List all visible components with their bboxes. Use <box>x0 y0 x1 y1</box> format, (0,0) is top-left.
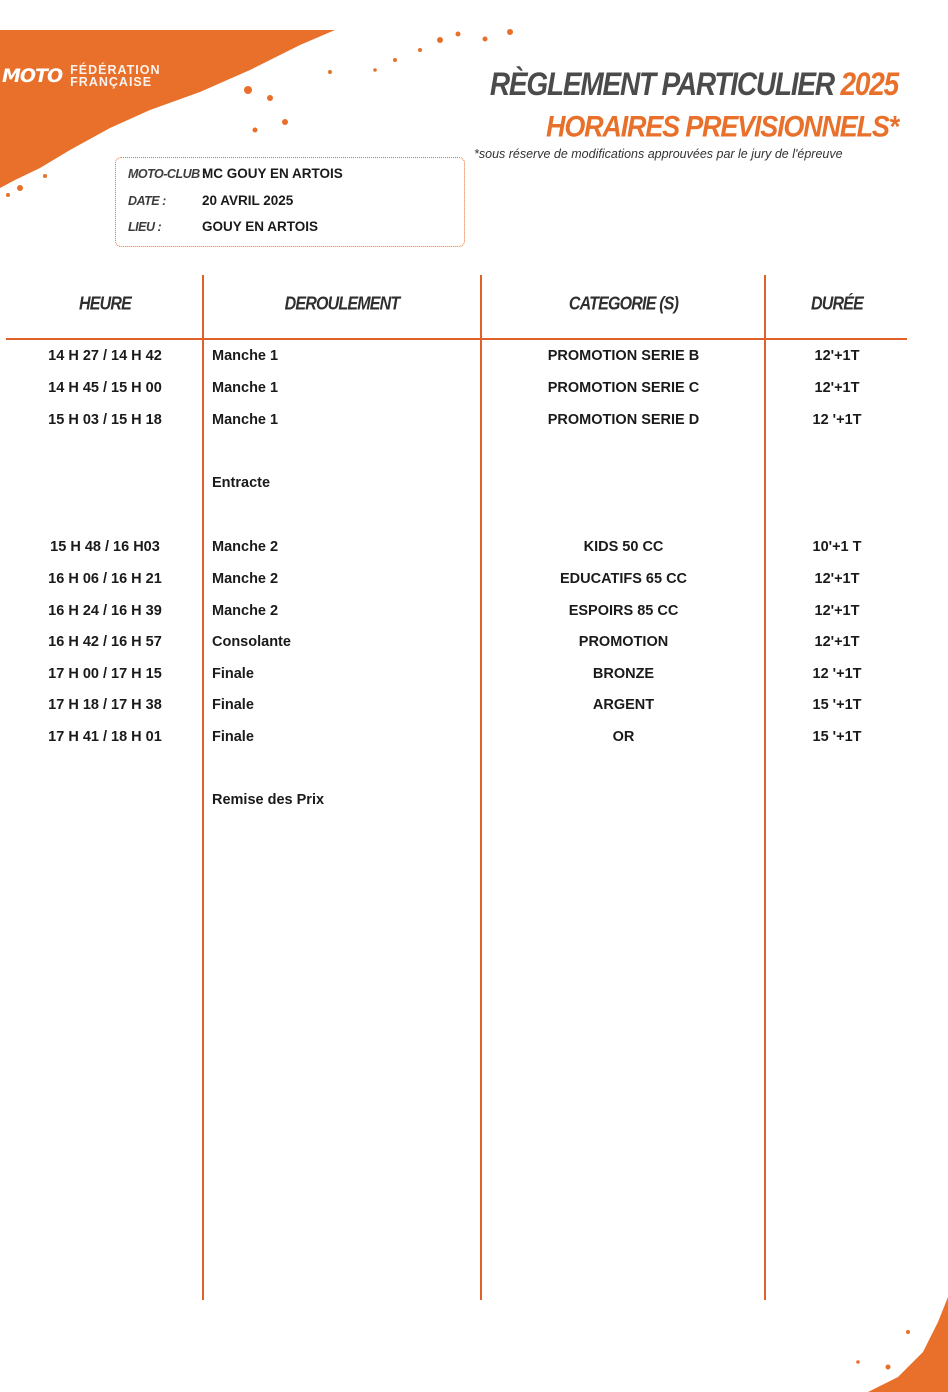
cell-heure: 16 H 24 / 16 H 39 <box>48 603 162 619</box>
header-duree: DURÉE <box>810 294 863 315</box>
cell-categorie: PROMOTION SERIE C <box>547 380 700 396</box>
cell-heure: 14 H 45 / 15 H 00 <box>48 380 162 396</box>
orange-corner-decoration-bottom <box>828 1282 948 1392</box>
header-heure: HEURE <box>78 294 131 315</box>
cell-duree: 12'+1T <box>814 380 860 396</box>
cell-heure: 17 H 18 / 17 H 38 <box>48 697 162 713</box>
column-divider <box>480 275 482 1300</box>
cell-categorie: PROMOTION <box>578 634 669 650</box>
cell-duree: 12'+1T <box>814 348 860 364</box>
date-row <box>128 193 293 208</box>
title-year: 2025 <box>840 66 898 102</box>
cell-heure: 15 H 48 / 16 H03 <box>50 539 160 555</box>
date-label: DATE : <box>128 194 166 208</box>
document-title <box>490 66 898 103</box>
cell-duree: 12'+1T <box>814 603 860 619</box>
logo-mark: MOTO <box>2 65 63 87</box>
cell-deroulement: Manche 1 <box>212 380 279 396</box>
logo-line-1: FÉDÉRATION <box>70 63 161 77</box>
lieu-label: LIEU : <box>128 220 162 234</box>
cell-deroulement: Finale <box>212 666 254 682</box>
cell-categorie: BRONZE <box>592 666 655 682</box>
cell-categorie: PROMOTION SERIE D <box>547 412 700 428</box>
cell-duree: 10'+1 T <box>812 539 862 555</box>
logo-text <box>70 64 160 88</box>
header-deroulement: DEROULEMENT <box>284 294 400 315</box>
cell-deroulement: Manche 2 <box>212 539 279 555</box>
cell-duree: 15 '+1T <box>812 697 862 713</box>
cell-deroulement: Finale <box>212 697 254 713</box>
column-divider <box>202 275 204 1300</box>
cell-deroulement: Entracte <box>212 475 271 491</box>
cell-heure: 16 H 06 / 16 H 21 <box>48 571 162 587</box>
document-subtitle: HORAIRES PREVISIONNELS* <box>546 110 898 143</box>
cell-categorie: KIDS 50 CC <box>583 539 664 555</box>
cell-deroulement: Manche 2 <box>212 603 279 619</box>
cell-categorie: ESPOIRS 85 CC <box>568 603 679 619</box>
club-label: MOTO-CLUB : <box>128 167 207 181</box>
cell-deroulement: Manche 1 <box>212 348 279 364</box>
date-value: 20 AVRIL 2025 <box>202 193 294 208</box>
cell-heure: 14 H 27 / 14 H 42 <box>48 348 162 364</box>
title-main: RÈGLEMENT PARTICULIER <box>489 66 834 102</box>
column-divider <box>764 275 766 1300</box>
header-categorie: CATEGORIE (S) <box>568 294 679 315</box>
cell-heure: 16 H 42 / 16 H 57 <box>48 634 162 650</box>
header-divider <box>6 338 907 340</box>
logo-line-2: FRANÇAISE <box>70 75 153 89</box>
cell-heure: 15 H 03 / 15 H 18 <box>48 412 162 428</box>
cell-duree: 12 '+1T <box>812 412 862 428</box>
club-row <box>128 166 343 181</box>
cell-categorie: ARGENT <box>592 697 655 713</box>
lieu-value: GOUY EN ARTOIS <box>202 219 319 234</box>
lieu-row <box>128 219 318 234</box>
cell-duree: 12'+1T <box>814 571 860 587</box>
cell-categorie: PROMOTION SERIE B <box>547 348 700 364</box>
cell-heure: 17 H 00 / 17 H 15 <box>48 666 162 682</box>
event-info-box <box>115 157 465 247</box>
cell-duree: 12'+1T <box>814 634 860 650</box>
cell-duree: 15 '+1T <box>812 729 862 745</box>
club-value: MC GOUY EN ARTOIS <box>202 166 343 181</box>
ffm-logo <box>2 64 161 88</box>
cell-categorie: EDUCATIFS 65 CC <box>559 571 688 587</box>
cell-deroulement: Manche 2 <box>212 571 279 587</box>
cell-deroulement: Consolante <box>212 634 291 650</box>
cell-duree: 12 '+1T <box>812 666 862 682</box>
reserve-note: *sous réserve de modifications approuvées par le jury de l'épreuve <box>474 147 843 161</box>
cell-deroulement: Manche 1 <box>212 412 279 428</box>
cell-deroulement: Finale <box>212 729 254 745</box>
cell-deroulement: Remise des Prix <box>212 792 325 808</box>
cell-categorie: OR <box>612 729 635 745</box>
cell-heure: 17 H 41 / 18 H 01 <box>48 729 162 745</box>
